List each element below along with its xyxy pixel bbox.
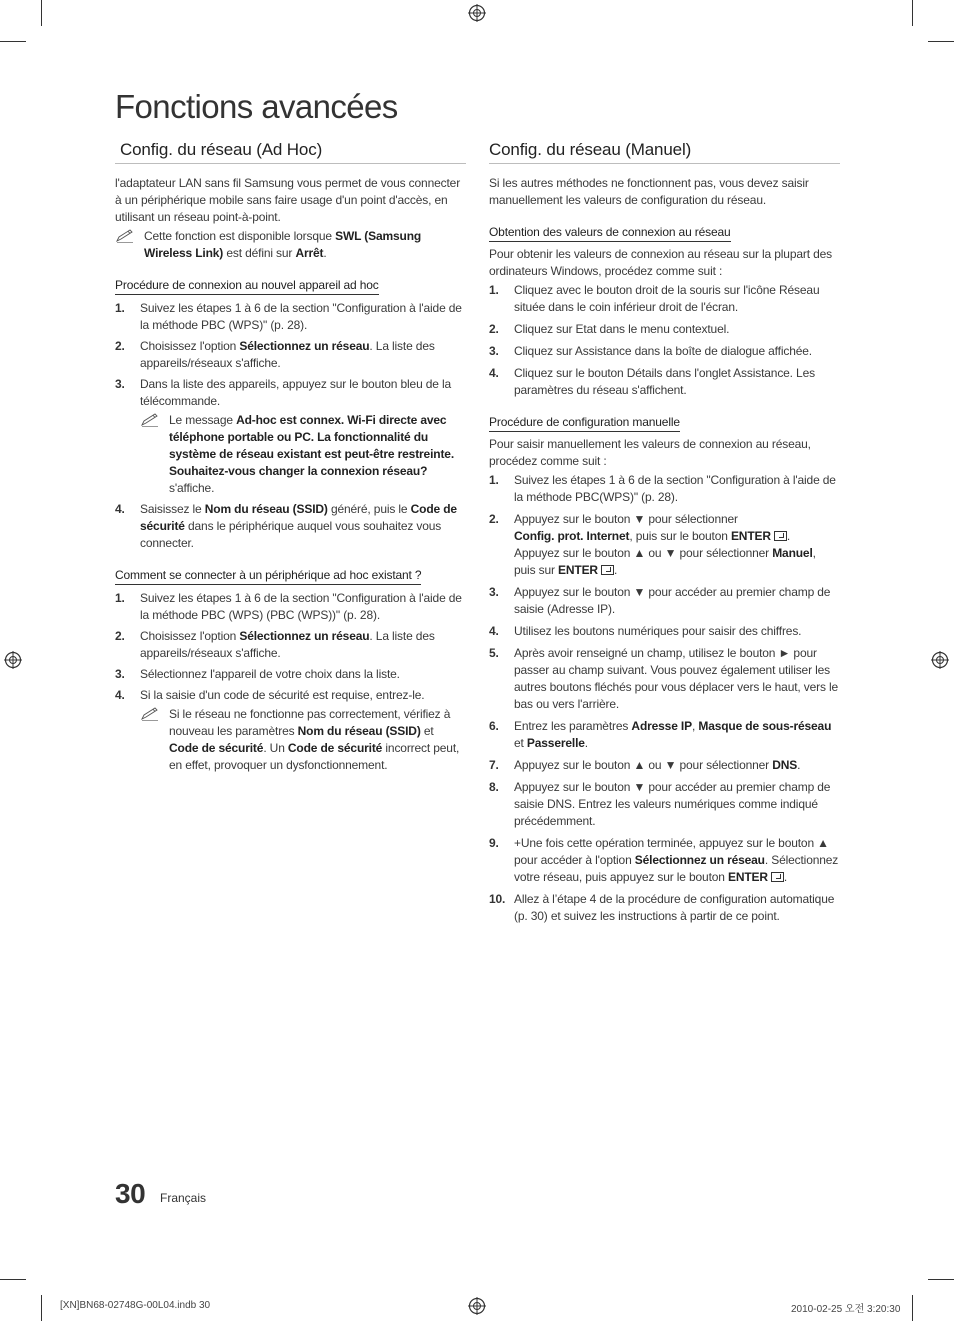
crop-mark (0, 41, 26, 42)
step-number: 4. (489, 366, 499, 380)
list-item: 3. Appuyez sur le bouton ▼ pour accéder au premier champ de saisie (Adresse IP). (489, 585, 831, 616)
print-date-info: 2010-02-25 오전 3:20:30 (791, 1304, 901, 1315)
list-item: 4. Saisissez le Nom du réseau (SSID) généré, puis le Code de sécurité dans le périphérique auquel vous souhaitez vous connecter. (115, 502, 457, 550)
list-item: 1. Suivez les étapes 1 à 6 de la section "Configuration à l'aide de la méthode PBC (WPS)" (p. 28). (115, 301, 462, 332)
crop-mark (928, 41, 954, 42)
registration-mark-icon (4, 651, 22, 669)
intro-text: l'adaptateur LAN sans fil Samsung vous permet de vous connecter à un périphérique mobile sans faire usage d'un point d'accès, en utilisant un réseau point-à-point. (115, 176, 461, 224)
step-number: 5. (489, 646, 499, 660)
step-number: 9. (489, 836, 499, 850)
crop-mark (41, 1295, 42, 1321)
list-item: 7. Appuyez sur le bouton ▲ ou ▼ pour sélectionner DNS. (489, 758, 801, 772)
list-item: 4. Si la saisie d'un code de sécurité est requise, entrez-le. (115, 688, 425, 702)
step-number: 1. (489, 473, 499, 487)
subsection-title: Comment se connecter à un périphérique ad hoc existant ? (115, 567, 421, 585)
enter-key-icon (601, 565, 614, 575)
list-item: 10. Allez à l’étape 4 de la procédure de configuration automatique (p. 30) et suivez les instructions à partir de ce point. (489, 892, 835, 923)
paragraph: Pour saisir manuellement les valeurs de connexion au réseau, procédez comme suit : (489, 437, 811, 468)
registration-mark-icon (468, 1297, 486, 1315)
crop-mark (928, 1279, 954, 1280)
step-number: 2. (115, 339, 125, 353)
subsection-title: Procédure de connexion au nouvel appareil ad hoc (115, 277, 379, 295)
step-number: 4. (115, 502, 125, 516)
step-number: 1. (489, 283, 499, 297)
page-number: 30 (115, 1178, 146, 1209)
left-column (115, 138, 466, 774)
pencil-note-icon (115, 228, 135, 244)
step-number: 3. (489, 344, 499, 358)
section-title: Config. du réseau (Ad Hoc) (115, 138, 466, 164)
pencil-note-icon (140, 706, 160, 722)
list-item: 2. Appuyez sur le bouton ▼ pour sélectionner Config. prot. Internet, puis sur le bouton ENTER . Appuyez sur le bouton ▲ ou ▼ pour sélectionner Manuel, puis sur ENTER . (489, 512, 816, 577)
pencil-note-icon (140, 412, 160, 428)
crop-mark (912, 1295, 913, 1321)
section-title: Config. du réseau (Manuel) (489, 138, 840, 164)
subsection-title: Obtention des valeurs de connexion au réseau (489, 224, 731, 242)
crop-mark (0, 1279, 26, 1280)
list-item: 8. Appuyez sur le bouton ▼ pour accéder au premier champ de saisie DNS. Entrez les valeurs numériques comme indiqué précédemment. (489, 780, 831, 828)
list-item: 2. Choisissez l'option Sélectionnez un réseau. La liste des appareils/réseaux s'affiche. (115, 339, 435, 370)
enter-key-icon (774, 531, 787, 541)
intro-text: Si les autres méthodes ne fonctionnent pas, vous devez saisir manuellement les valeurs de configuration du réseau. (489, 176, 809, 207)
step-number: 2. (115, 629, 125, 643)
step-number: 3. (489, 585, 499, 599)
enter-key-icon (771, 872, 784, 882)
step-number: 7. (489, 758, 499, 772)
step-number: 4. (489, 624, 499, 638)
note: Si le réseau ne fonctionne pas correctement, vérifiez à nouveau les paramètres Nom du réseau (SSID) et Code de sécurité. Un Code de sécurité incorrect peut, en effet, provoquer un dysfonctionnement. (115, 706, 466, 774)
step-number: 8. (489, 780, 499, 794)
list-item: 1. Suivez les étapes 1 à 6 de la section "Configuration à l'aide de la méthode PBC(WPS)" (p. 28). (489, 473, 836, 504)
list-item: 3. Dans la liste des appareils, appuyez sur le bouton bleu de la télécommande. (115, 377, 452, 408)
list-item: 6. Entrez les paramètres Adresse IP, Masque de sous-réseau et Passerelle. (489, 719, 832, 750)
list-item: 5. Après avoir renseigné un champ, utilisez le bouton ► pour passer au champ suivant. Vous pouvez également utiliser les autres boutons fléchés pour vous déplacer vers le haut, vers le bas ou vers l'arrière. (489, 646, 839, 711)
list-item: 1. Cliquez avec le bouton droit de la souris sur l'icône Réseau située dans le coin inférieur droit de l'écran. (489, 283, 820, 314)
paragraph: Pour obtenir les valeurs de connexion au réseau sur la plupart des ordinateurs Windows, procédez comme suit : (489, 247, 832, 278)
right-column (489, 138, 840, 925)
list-item: 1. Suivez les étapes 1 à 6 de la section "Configuration à l'aide de la méthode PBC (WPS) (PBC (WPS))" (p. 28). (115, 591, 462, 622)
step-number: 10. (489, 892, 506, 906)
list-item: 2. Choisissez l'option Sélectionnez un réseau. La liste des appareils/réseaux s'affiche. (115, 629, 435, 660)
step-number: 2. (489, 512, 499, 526)
registration-mark-icon (468, 4, 486, 22)
step-number: 6. (489, 719, 499, 733)
step-number: 1. (115, 591, 125, 605)
subsection-title: Procédure de configuration manuelle (489, 414, 680, 432)
list-item: 3. Sélectionnez l'appareil de votre choix dans la liste. (115, 667, 400, 681)
page-title: Fonctions avancées (115, 88, 398, 125)
registration-mark-icon (931, 651, 949, 669)
step-number: 3. (115, 377, 125, 391)
crop-mark (41, 0, 42, 26)
page-language: Français (160, 1191, 207, 1205)
step-number: 3. (115, 667, 125, 681)
step-number: 4. (115, 688, 125, 702)
crop-mark (912, 0, 913, 26)
step-number: 2. (489, 322, 499, 336)
step-number: 1. (115, 301, 125, 315)
list-item: 9. +Une fois cette opération terminée, appuyez sur le bouton ▲ pour accéder à l'option Sélectionnez un réseau. Sélectionnez votre réseau, puis appuyez sur le bouton ENTER . (489, 836, 839, 884)
note: Cette fonction est disponible lorsque SWL (Samsung Wireless Link) est défini sur Arrêt. (115, 228, 466, 262)
list-item: 2. Cliquez sur Etat dans le menu contextuel. (489, 322, 730, 336)
note: Le message Ad-hoc est connex. Wi-Fi directe avec téléphone portable ou PC. La fonctionnalité du système de réseau existant est peut-être restreinte. Souhaitez-vous changer la connexion réseau? s'affiche. (115, 412, 466, 497)
print-file-info: [XN]BN68-02748G-00L04.indb 30 (60, 1300, 211, 1311)
list-item: 4. Utilisez les boutons numériques pour saisir des chiffres. (489, 624, 802, 638)
list-item: 3. Cliquez sur Assistance dans la boîte de dialogue affichée. (489, 344, 812, 358)
list-item: 4. Cliquez sur le bouton Détails dans l'onglet Assistance. Les paramètres du réseau s'affichent. (489, 366, 815, 397)
